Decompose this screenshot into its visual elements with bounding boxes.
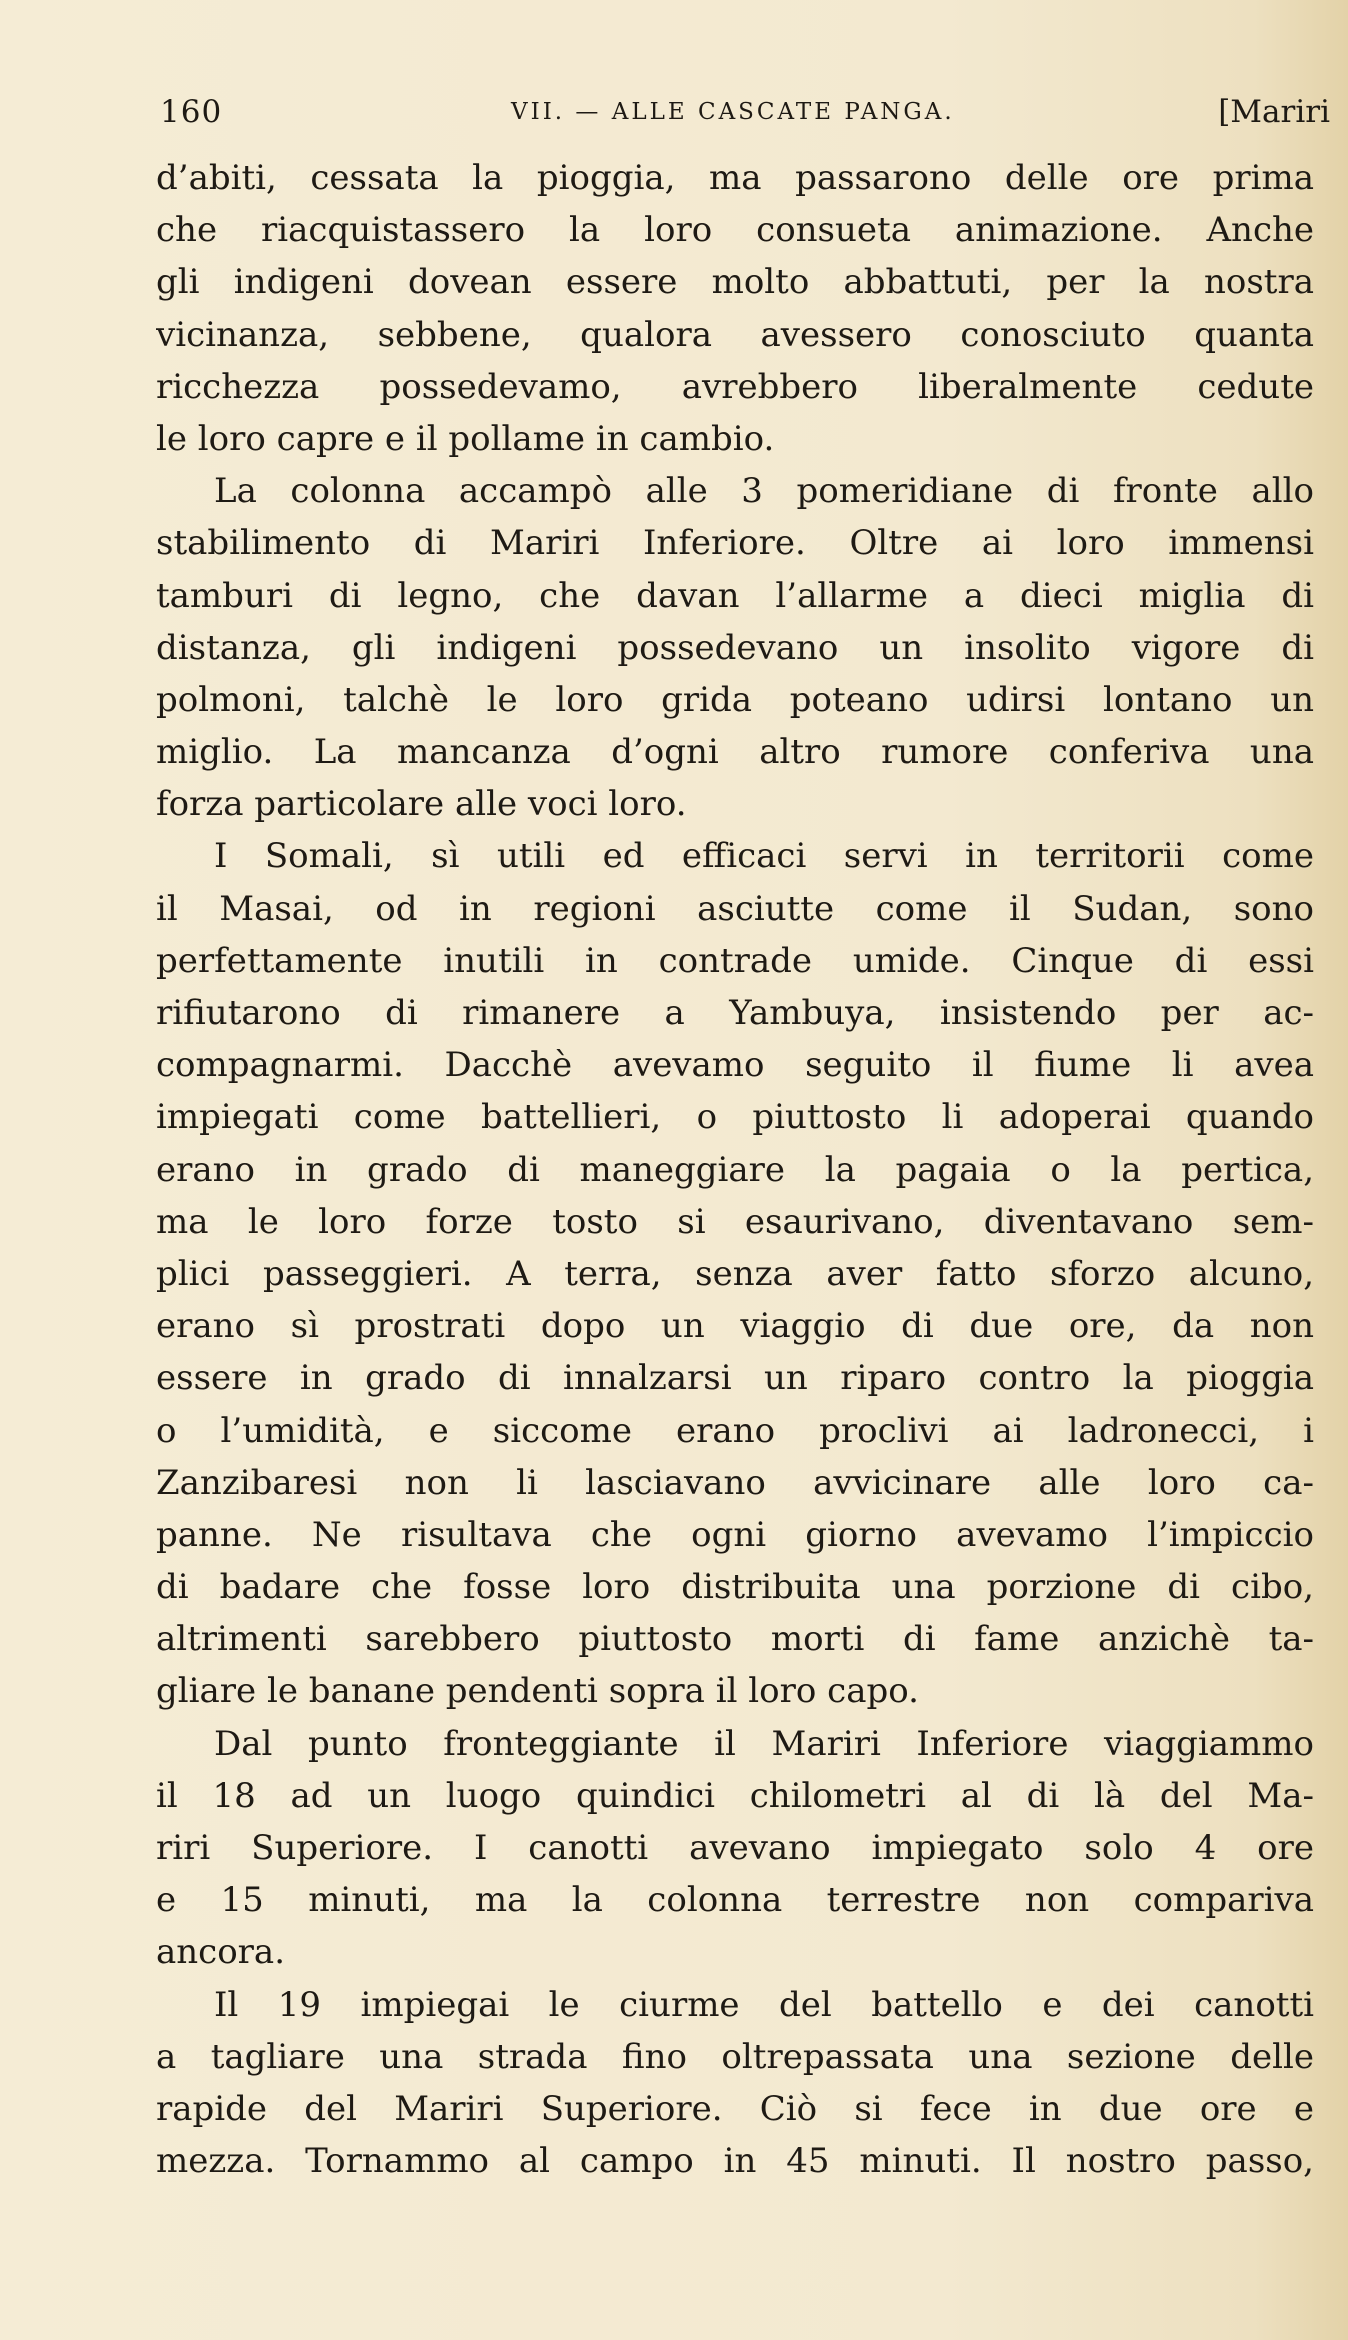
running-author: [Mariri [1218, 94, 1330, 130]
page-number: 160 [160, 94, 223, 130]
running-title: VII. — ALLE CASCATE PANGA. [511, 99, 955, 125]
text-line: Dal punto fronteggiante il Mariri Inferiore viaggiammo [214, 1723, 1314, 1764]
text-line: erano sì prostrati dopo un viaggio di due ore, da non [156, 1306, 1314, 1347]
text-line: impiegati come battellieri, o piuttosto li adoperai quando [156, 1097, 1314, 1138]
text-line: gliare le banane pendenti sopra il loro capo. [156, 1671, 919, 1712]
text-line: compagnarmi. Dacchè avevamo seguito il fiume li avea [156, 1045, 1314, 1086]
text-line: il 18 ad un luogo quindici chilometri al di là del Ma- [156, 1775, 1314, 1816]
text-line: plici passeggieri. A terra, senza aver fatto sforzo alcuno, [156, 1253, 1314, 1294]
text-line: o l’umidità, e siccome erano proclivi ai ladronecci, i [156, 1410, 1314, 1451]
text-line: di badare che fosse loro distribuita una porzione di cibo, [156, 1567, 1314, 1608]
text-line: tamburi di legno, che davan l’allarme a dieci miglia di [156, 575, 1314, 616]
text-line: essere in grado di innalzarsi un riparo contro la pioggia [156, 1358, 1314, 1399]
page-header [160, 94, 1330, 134]
text-line: ricchezza possedevamo, avrebbero liberalmente cedute [156, 366, 1314, 407]
text-line: La colonna accampò alle 3 pomeridiane di fronte allo [214, 471, 1314, 512]
text-line: panne. Ne risultava che ogni giorno avevamo l’impiccio [156, 1514, 1314, 1555]
text-line: gli indigeni dovean essere molto abbattuti, per la nostra [156, 262, 1314, 303]
text-line: altrimenti sarebbero piuttosto morti di fame anzichè ta- [156, 1619, 1314, 1660]
text-line: le loro capre e il pollame in cambio. [156, 418, 775, 459]
text-line: erano in grado di maneggiare la pagaia o la pertica, [156, 1149, 1314, 1190]
text-line: mezza. Tornammo al campo in 45 minuti. Il nostro passo, [156, 2141, 1314, 2182]
text-line: d’abiti, cessata la pioggia, ma passarono delle ore prima [156, 158, 1314, 198]
text-line: perfettamente inutili in contrade umide. Cinque di essi [156, 940, 1314, 981]
text-line: miglio. La mancanza d’ogni altro rumore conferiva una [156, 732, 1314, 773]
text-line: polmoni, talchè le loro grida poteano udirsi lontano un [156, 679, 1314, 720]
text-line: rapide del Mariri Superiore. Ciò si fece in due ore e [156, 2088, 1314, 2129]
text-line: ancora. [156, 1932, 286, 1973]
text-line: a tagliare una strada fino oltrepassata una sezione delle [156, 2036, 1314, 2077]
text-line: vicinanza, sebbene, qualora avessero conosciuto quanta [156, 314, 1314, 355]
text-line: Zanzibaresi non li lasciavano avvicinare alle loro ca- [156, 1462, 1314, 1503]
text-line: I Somali, sì utili ed efficaci servi in territorii come [214, 836, 1314, 877]
text-line: ma le loro forze tosto si esaurivano, diventavano sem- [156, 1201, 1314, 1242]
body-text [156, 152, 1314, 2187]
text-line: Il 19 impiegai le ciurme del battello e dei canotti [214, 1984, 1314, 2025]
text-line: forza particolare alle voci loro. [156, 784, 687, 825]
text-line: che riacquistassero la loro consueta animazione. Anche [156, 210, 1314, 251]
text-line: e 15 minuti, ma la colonna terrestre non compariva [156, 1880, 1314, 1921]
text-line: il Masai, od in regioni asciutte come il Sudan, sono [156, 888, 1314, 929]
text-line: stabilimento di Mariri Inferiore. Oltre ai loro immensi [156, 523, 1314, 564]
text-line: distanza, gli indigeni possedevano un insolito vigore di [156, 627, 1314, 668]
text-line: riri Superiore. I canotti avevano impiegato solo 4 ore [156, 1828, 1314, 1868]
text-line: rifiutarono di rimanere a Yambuya, insistendo per ac- [156, 993, 1314, 1033]
